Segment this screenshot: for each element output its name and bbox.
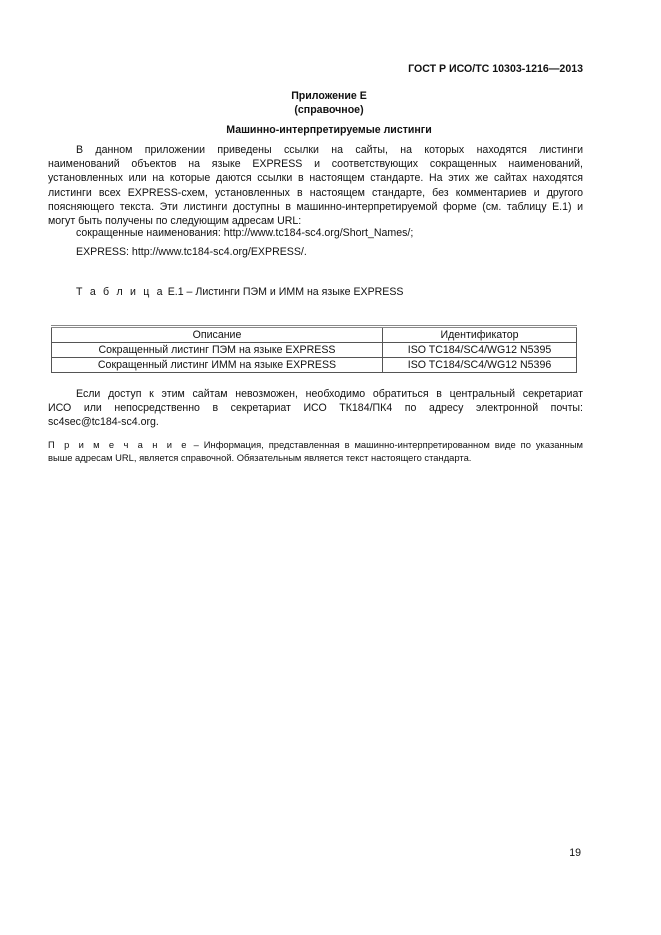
note-paragraph <box>48 438 583 464</box>
url-express: EXPRESS: http://www.tc184-sc4.org/EXPRESS/. <box>76 246 307 258</box>
table-label: Т а б л и ц а <box>76 286 165 298</box>
contact-line: Если доступ к этим сайтам невозможен, необходимо обратиться в центральный секретариат <box>76 388 583 400</box>
contact-line: sc4sec@tc184-sc4.org. <box>48 416 159 429</box>
note-line: выше адресам URL, является справочной. Обязательным является текст настоящего стандарта. <box>48 452 472 463</box>
intro-paragraph <box>48 143 583 228</box>
table-cell: Сокращенный листинг ИММ на языке EXPRESS <box>52 358 383 373</box>
intro-line: наименований объектов на языке EXPRESS и соответствующих сокращенных наименований, <box>48 158 583 171</box>
document-code-header: ГОСТ Р ИСО/ТС 10303-1216—2013 <box>408 63 583 75</box>
contact-line: ИСО или непосредственно в секретариат ИСО ТК184/ПК4 по адресу электронной почты: <box>48 402 583 415</box>
table-cell: ISO TC184/SC4/WG12 N5396 <box>383 358 577 373</box>
contact-paragraph <box>48 387 583 430</box>
table-header-cell: Идентификатор <box>383 327 577 343</box>
table-cell: ISO TC184/SC4/WG12 N5395 <box>383 343 577 358</box>
table-caption-text: Е.1 – Листинги ПЭМ и ИММ на языке EXPRESS <box>167 286 404 298</box>
table-header-cell: Описание <box>52 327 383 343</box>
intro-line: В данном приложении приведены ссылки на сайты, на которых находятся листинги <box>76 144 583 156</box>
table-caption <box>76 286 404 298</box>
intro-line: установленных или на которые даются ссылки в настоящем стандарте. На этих же сайтах находятся <box>48 172 583 185</box>
url-short-names: сокращенные наименования: http://www.tc184-sc4.org/Short_Names/; <box>76 227 414 239</box>
table-header-row <box>52 327 577 343</box>
listings-table <box>51 325 577 373</box>
appendix-heading: Машинно-интерпретируемые листинги <box>226 124 432 136</box>
table-cell: Сокращенный листинг ПЭМ на языке EXPRESS <box>52 343 383 358</box>
table-row <box>52 343 577 358</box>
appendix-subtitle: (справочное) <box>294 104 364 116</box>
intro-line: поясняющего текста. Эти листинги доступны в машинно-интерпретируемой форме (см. таблицу Е.1) и <box>48 200 583 213</box>
note-line: П р и м е ч а н и е – Информация, представленная в машинно-интерпретированном виде по указанным <box>48 439 584 450</box>
appendix-title: Приложение Е <box>291 90 367 102</box>
note-label: П р и м е ч а н и е <box>48 439 189 450</box>
page-number: 19 <box>569 847 581 859</box>
table-row <box>52 358 577 373</box>
intro-line: могут быть получены по следующим адресам URL: <box>48 215 302 228</box>
intro-line: листинги всех EXPRESS-схем, установленных в настоящем стандарте, без комментариев и другого <box>48 186 583 199</box>
